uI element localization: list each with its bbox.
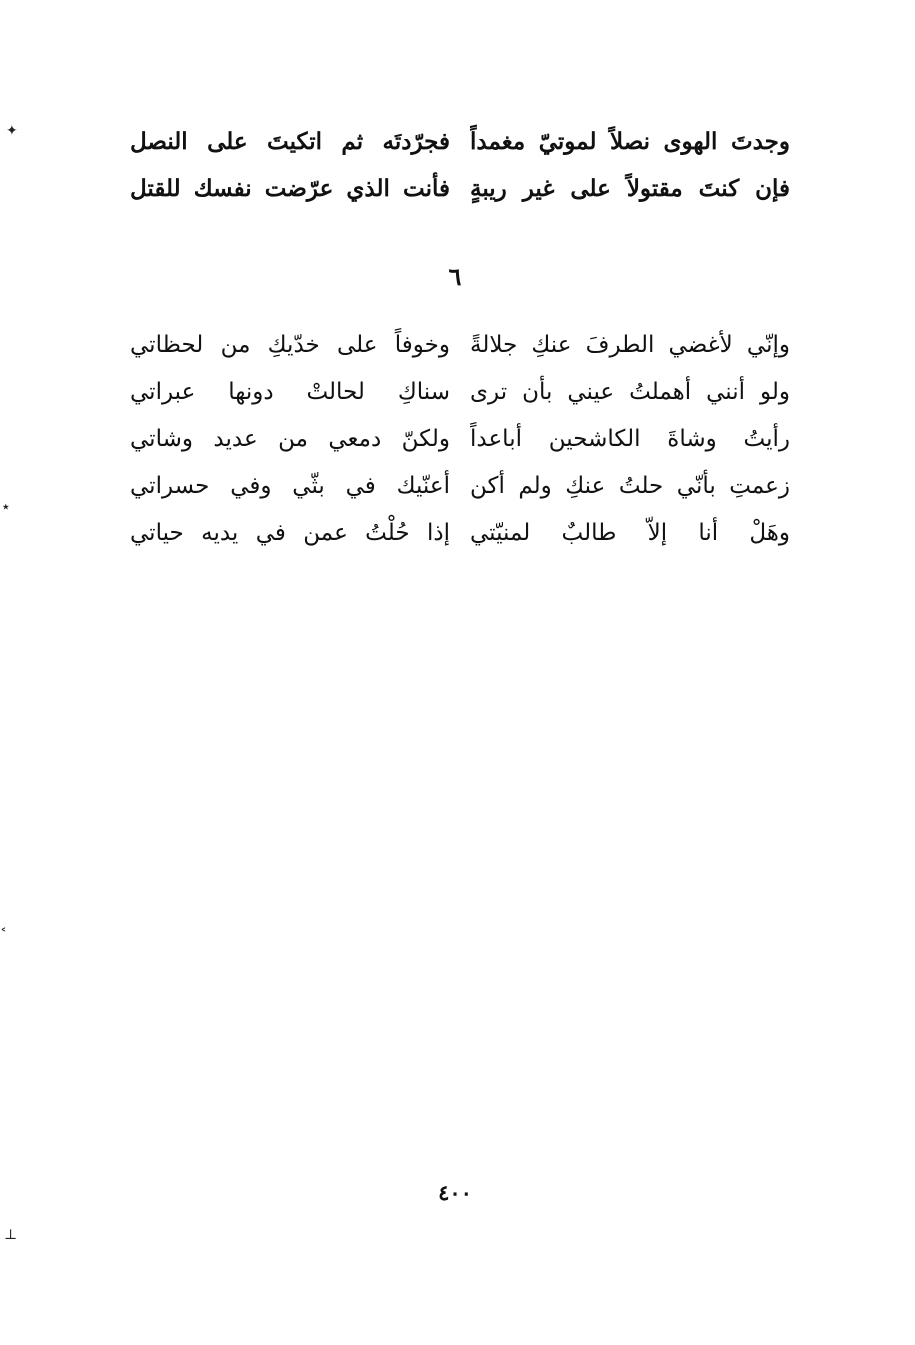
hemistich-left: فأنت الذي عرّضت نفسك للقتل — [130, 175, 450, 202]
margin-mark-icon: ٭ — [2, 499, 10, 515]
verse-line — [130, 165, 790, 212]
hemistich-left: ولكنّ دمعي من عديد وشاتي — [130, 426, 450, 452]
hemistich-left: إذا حُلْتُ عمن في يديه حياتي — [130, 520, 450, 546]
verse-line — [130, 369, 790, 416]
margin-mark-icon: ⊥ — [4, 1227, 18, 1243]
verse-line — [130, 463, 790, 510]
hemistich-right: رأيتُ وشاةَ الكاشحين أباعداً — [470, 426, 790, 452]
hemistich-right: فإن كنتَ مقتولاً على غير ريبةٍ — [470, 175, 790, 202]
hemistich-right: وإنّي لأغضي الطرفَ عنكِ جلالةً — [470, 332, 790, 358]
verse-line — [130, 416, 790, 463]
hemistich-left: سناكِ لحالتْ دونها عبراتي — [130, 379, 450, 405]
hemistich-right: زعمتِ بأنّي حلتُ عنكِ ولم أكن — [470, 473, 790, 499]
stanza-2 — [130, 322, 790, 557]
hemistich-left: أعنّيك في بثّي وفي حسراتي — [130, 473, 450, 499]
section-number: ٦ — [448, 262, 462, 291]
margin-mark-icon: ✦ — [6, 123, 18, 139]
margin-mark-icon: ˂ — [0, 927, 7, 943]
hemistich-right: وجدتَ الهوى نصلاً لموتيّ مغمداً — [470, 128, 790, 155]
page-number: ٤٠٠ — [438, 1180, 472, 1205]
verse-line — [130, 510, 790, 557]
verse-line — [130, 118, 790, 165]
verse-line — [130, 322, 790, 369]
stanza-1 — [130, 118, 790, 212]
hemistich-right: وهَلْ أنا إلاّ طالبٌ لمنيّتي — [470, 520, 790, 546]
hemistich-right: ولو أنني أهملتُ عيني بأن ترى — [470, 379, 790, 405]
hemistich-left: وخوفاً على خدّيكِ من لحظاتي — [130, 332, 450, 358]
hemistich-left: فجرّدتَه ثم اتكيتَ على النصل — [130, 128, 450, 155]
